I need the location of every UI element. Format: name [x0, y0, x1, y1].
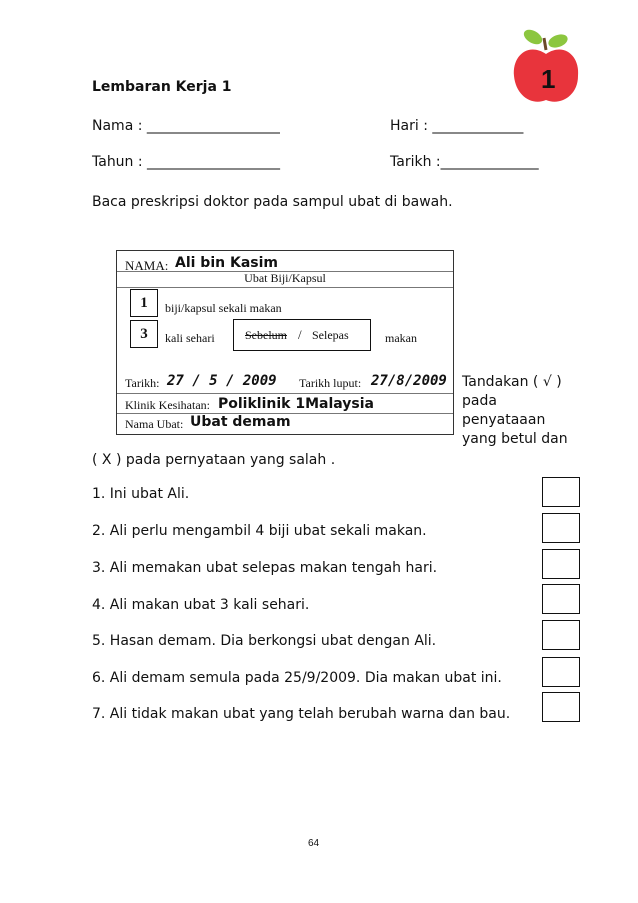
question-2: 2. Ali perlu mengambil 4 biji ubat sekali makan. [92, 523, 427, 539]
question-7: 7. Ali tidak makan ubat yang telah berubah warna dan bau. [92, 706, 511, 722]
slash: / [298, 327, 302, 342]
instruction-text: Baca preskripsi doktor pada sampul ubat di bawah. [92, 194, 453, 210]
date-field: Tarikh :______________ [390, 154, 539, 170]
question-1: 1. Ini ubat Ali. [92, 486, 190, 502]
timing-box [233, 319, 371, 351]
badge-number: 1 [541, 64, 556, 94]
apple-icon [508, 24, 584, 106]
name-field: Nama : ___________________ [92, 118, 280, 134]
answer-box-6[interactable] [542, 657, 580, 687]
expiry-label: Tarikh luput: [299, 376, 362, 390]
answer-box-2[interactable] [542, 513, 580, 543]
side-instruction-2: pada [462, 393, 497, 409]
date-value: 27 / 5 / 2009 [167, 373, 277, 389]
day-field: Hari : _____________ [390, 118, 524, 134]
question-4: 4. Ali makan ubat 3 kali sehari. [92, 597, 310, 613]
makan-text: makan [385, 331, 417, 345]
frequency-number: 3 [130, 320, 158, 348]
name-label: NAMA: [125, 258, 169, 273]
question-3: 3. Ali memakan ubat selepas makan tengah hari. [92, 560, 438, 576]
instruction-2: ( X ) pada pernyataan yang salah . [92, 452, 336, 468]
side-instruction-3: penyataaan [462, 412, 546, 428]
clinic-value: Poliklinik 1Malaysia [218, 396, 374, 412]
question-6: 6. Ali demam semula pada 25/9/2009. Dia makan ubat ini. [92, 670, 502, 686]
prescription-envelope [116, 250, 454, 435]
patient-name: Ali bin Kasim [175, 255, 278, 271]
medicine-type: Ubat Biji/Kapsul [244, 271, 326, 285]
year-field: Tahun : ___________________ [92, 154, 281, 170]
answer-box-5[interactable] [542, 620, 580, 650]
worksheet-title: Lembaran Kerja 1 [92, 79, 232, 95]
medicine-value: Ubat demam [190, 414, 291, 430]
medicine-label: Nama Ubat: [125, 417, 184, 431]
dose-quantity: 1 [130, 289, 158, 317]
frequency-text: kali sehari [165, 331, 215, 345]
after-option: Selepas [312, 328, 349, 342]
answer-box-7[interactable] [542, 692, 580, 722]
clinic-label: Klinik Kesihatan: [125, 398, 210, 412]
expiry-value: 27/8/2009 [371, 373, 447, 389]
answer-box-1[interactable] [542, 477, 580, 507]
side-instruction-4: yang betul dan [462, 431, 568, 447]
date-label: Tarikh: [125, 376, 160, 390]
side-instruction-1: Tandakan ( √ ) [462, 374, 562, 390]
before-option: Sebelum [245, 328, 287, 342]
question-5: 5. Hasan demam. Dia berkongsi ubat dengan Ali. [92, 633, 437, 649]
answer-box-4[interactable] [542, 584, 580, 614]
dose-text: biji/kapsul sekali makan [165, 301, 282, 315]
answer-box-3[interactable] [542, 549, 580, 579]
page-number: 64 [308, 838, 320, 849]
